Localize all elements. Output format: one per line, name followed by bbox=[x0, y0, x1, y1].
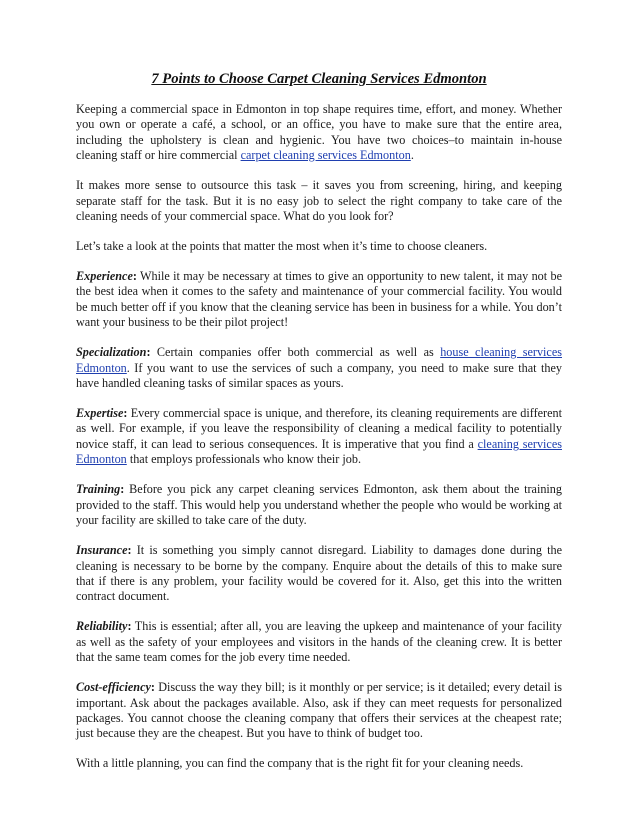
points-intro-paragraph: Let’s take a look at the points that matter the most when it’s time to choose cleaners. bbox=[76, 239, 488, 254]
intro-paragraph bbox=[76, 102, 562, 164]
expertise-after: that employs professionals who know their job. bbox=[126, 452, 362, 467]
experience-colon: : bbox=[132, 269, 137, 284]
house-cleaning-link[interactable]: house cleaning services Edmonton bbox=[76, 345, 562, 375]
cost-efficiency-text: Discuss the way they bill; is it monthly or per service; is it detailed; every detail is important. Ask about the packages available. Also, ask if they can meet requests for personalized packages. You cannot choose the cleaning company that offers their services at the cheapest rate; just because they are the cheapest. But you have to think of budget too. bbox=[76, 680, 562, 741]
training-paragraph bbox=[76, 482, 562, 528]
carpet-cleaning-link[interactable]: carpet cleaning services Edmonton bbox=[240, 148, 411, 163]
document-page bbox=[76, 70, 562, 786]
specialization-term: Specialization bbox=[76, 345, 147, 360]
reliability-term: Reliability bbox=[76, 619, 128, 634]
reliability-text: This is essential; after all, you are leaving the upkeep and maintenance of your facility as well as the safety of your employees and visitors in the hands of the cleaning crew. It is better that the same team comes for the job every time needed. bbox=[76, 619, 562, 665]
specialization-text: Certain companies offer both commercial as well as bbox=[150, 345, 441, 360]
expertise-text: Every commercial space is unique, and therefore, its cleaning requirements are different as well. For example, if you leave the responsibility of cleaning a medical facility to potentially novice staff, it can lead to serious consequences. It is imperative that you find a bbox=[76, 406, 562, 451]
intro-text: Keeping a commercial space in Edmonton in top shape requires time, effort, and money. Whether you own or operate a café, a school, or an office, you have to make sure that the entire area, including the upholstery is clean and hygienic. You have two choices–to maintain in-house cleaning staff or hire commercial bbox=[76, 102, 562, 163]
closing-paragraph: With a little planning, you can find the company that is the right fit for your cleaning needs. bbox=[76, 756, 524, 771]
insurance-paragraph bbox=[76, 543, 562, 605]
intro-after: . bbox=[410, 148, 414, 163]
insurance-colon: : bbox=[127, 543, 132, 558]
insurance-text: It is something you simply cannot disregard. Liability to damages done during the cleaning is necessary to be borne by the company. Enquire about the details of this to make sure that if there is any problem, your facility would be covered for it. Also, get this into the written contract document. bbox=[76, 543, 562, 604]
training-colon: : bbox=[120, 482, 125, 497]
expertise-term: Expertise bbox=[76, 406, 124, 421]
experience-text: While it may be necessary at times to give an opportunity to new talent, it may not be the best idea when it comes to the safety and maintenance of your commercial facility. You would be much better off if you know that the cleaning service has been in business for a while. You don’t want your business to be their pilot project! bbox=[76, 269, 562, 330]
cost-efficiency-term: Cost-efficiency bbox=[76, 680, 151, 695]
cost-efficiency-colon: : bbox=[150, 680, 155, 695]
training-term: Training bbox=[76, 482, 121, 497]
experience-term: Experience bbox=[76, 269, 133, 284]
expertise-colon: : bbox=[123, 406, 128, 421]
specialization-paragraph bbox=[76, 345, 562, 391]
reliability-colon: : bbox=[127, 619, 132, 634]
expertise-paragraph bbox=[76, 406, 562, 468]
specialization-colon: : bbox=[146, 345, 151, 360]
outsource-paragraph: It makes more sense to outsource this task – it saves you from screening, hiring, and keeping separate staff for the task. But it is no easy job to select the right company to take care of the cleaning needs of your commercial space. What do you look for? bbox=[76, 178, 562, 224]
cleaning-services-link[interactable]: cleaning services Edmonton bbox=[76, 436, 562, 467]
insurance-term: Insurance bbox=[76, 543, 128, 558]
document-title: 7 Points to Choose Carpet Cleaning Services Edmonton bbox=[151, 71, 487, 87]
experience-paragraph bbox=[76, 269, 562, 331]
reliability-paragraph bbox=[76, 619, 562, 665]
specialization-after: . If you want to use the services of such a company, you need to make sure that they have handled cleaning tasks of similar spaces as yours. bbox=[76, 360, 562, 391]
training-text: Before you pick any carpet cleaning services Edmonton, ask them about the training provided to the staff. This would help you understand whether the people who would be working at your facility are skilled to take care of the duty. bbox=[76, 482, 562, 528]
cost-efficiency-paragraph bbox=[76, 680, 562, 742]
